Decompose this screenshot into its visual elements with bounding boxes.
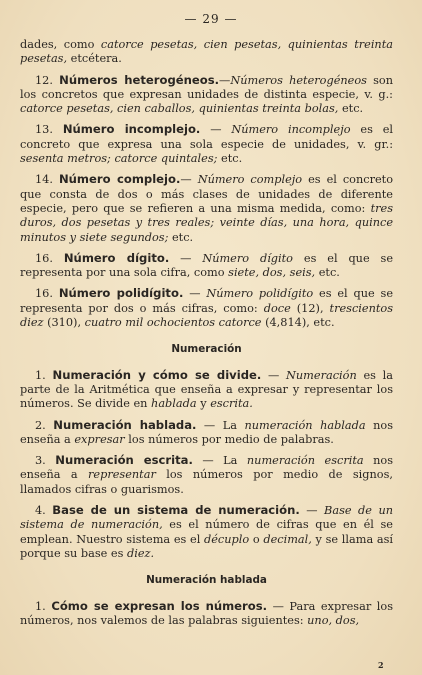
entry-text: es la parte de la Aritmética que enseña a expresar y representar los números. Se divide en [20,368,394,411]
entry-italic-text: cuatro mil ochocientos catorce [84,316,262,330]
intro-text-end: etcétera. [67,52,122,66]
continued-paragraph [20,38,393,67]
entry-text: (310), [43,316,85,330]
entry-term: Número incomplejo. [62,122,201,137]
definitions-list [20,73,393,331]
entry-text: es el concreto que consta de dos o más clases de unidades de diferente especie, pero que se refieren a una misma medida, como: [20,173,394,215]
definition-entry [20,251,393,281]
entry-term: Números heterogéneos. [59,72,220,87]
entry-text: o [249,532,264,546]
entry-italic-text: Numeración [286,368,357,382]
intro-italic: catorce pesetas, cien pesetas, quinientas treinta pesetas, [20,38,393,66]
entry-term: Cómo se expresan los números. [51,598,268,613]
definition-entry [20,73,393,117]
entry-term: Numeración hablada. [53,417,197,432]
entry-text: — [183,287,207,301]
entry-number: 13. [35,123,53,137]
definition-entry [20,453,393,497]
entry-italic-text: representar [88,468,156,482]
entry-term: Numeración escrita. [55,453,193,468]
entry-text: los números por medio de palabras. [124,432,334,446]
definition-entry [20,286,393,330]
entry-italic-text: diez. [127,546,155,560]
entry-italic-text: siete, dos, seis, [228,266,316,280]
numeracion-list [20,368,393,562]
entry-italic-text: doce [263,301,291,315]
entry-text: etc. [217,152,243,166]
entry-italic-text: Número incomplejo [231,123,351,137]
entry-italic-text: trescientos diez [20,301,393,330]
entry-text: nos enseña a [20,454,393,482]
entry-italic-text: expresar [74,432,125,446]
entry-number: 16. [35,287,53,301]
page-body [20,38,393,634]
entry-text: y se llama así porque su base es [20,532,394,560]
entry-term: Número dígito. [63,250,170,265]
numeracion-hablada-list [20,599,393,629]
intro-text: dades, como [20,38,101,51]
entry-italic-text: Número complejo [197,173,303,187]
entry-text: — [299,504,325,518]
entry-number: 3. [35,454,46,468]
entry-term: Base de un sistema de numeración. [52,503,300,518]
entry-text: es el concreto que expresa una sola especie de unidades, v. gr.: [20,123,394,151]
entry-text: — [219,73,231,87]
entry-text: — [261,368,287,382]
entry-text: — La [196,418,245,432]
entry-term: Número complejo. [58,172,181,187]
entry-italic-text: decimal, [263,532,312,546]
definition-entry [20,418,393,448]
entry-number: 16. [35,251,53,265]
entry-italic-text: Números heterogéneos [230,73,367,87]
entry-italic-text: décuplo [204,532,250,546]
entry-text: etc. [338,102,364,116]
entry-text: y [196,397,211,411]
entry-term: Número polidígito. [58,286,184,301]
entry-text: — [200,123,232,137]
entry-italic-text: uno, dos, [307,613,360,627]
entry-term: Numeración y cómo se divide. [52,367,262,382]
entry-text: — [169,251,203,265]
definition-entry [20,172,393,244]
entry-number: 1. [35,368,46,382]
entry-text: (4,814), etc. [261,316,335,330]
entry-number: 2. [35,418,46,432]
entry-text: (12), [290,301,330,315]
entry-number: 14. [35,173,53,187]
entry-text: — La [192,454,247,468]
entry-number: 12. [35,73,53,87]
section-heading-numeracion: Numeración [171,343,242,356]
definition-entry [20,122,393,166]
entry-text: son los concretos que expresan unidades de distinta especie, v. g.: [20,73,393,101]
entry-text: etc. [315,266,340,280]
entry-italic-text: tres duros, dos pesetas y tres reales; veinte días, una hora, quince minutos y siete segundos; [20,201,393,244]
entry-italic-text: Base de un sistema de numeración, [20,504,394,532]
entry-text: nos enseña a [20,418,393,446]
entry-italic-text: Número polidígito [206,287,314,301]
entry-text: los números por medio de signos, llamados cifras o guarismos. [20,468,393,496]
entry-text: es el que se representa por dos o más cifras, como: [20,287,394,315]
entry-italic-text: Número dígito [202,251,293,265]
entry-italic-text: catorce pesetas, cien caballos, quinientas treinta bolas, [20,102,339,116]
entry-italic-text: numeración hablada [244,418,366,432]
entry-text: etc. [168,230,194,244]
entry-text: es el que se representa por una sola cifra, como [20,251,394,280]
entry-text: es el número de cifras que en él se emplean. Nuestro sistema es el [20,518,393,546]
entry-italic-text: escrita. [210,397,253,411]
definition-entry [20,368,393,412]
entry-italic-text: hablada [151,397,197,411]
definition-entry [20,599,393,629]
entry-text: — Para expresar los números, nos valemos de las palabras siguientes: [20,599,393,627]
entry-text: — [180,173,198,187]
entry-italic-text: numeración escrita [246,454,364,468]
entry-number: 1. [35,599,46,613]
signature-mark: 2 [378,660,384,670]
section-heading-numeracion-hablada: Numeración hablada [146,574,267,587]
definition-entry [20,503,393,561]
entry-number: 4. [35,504,46,518]
entry-italic-text: sesenta metros; catorce quintales; [20,152,218,166]
page-number: — 29 — [184,12,238,26]
